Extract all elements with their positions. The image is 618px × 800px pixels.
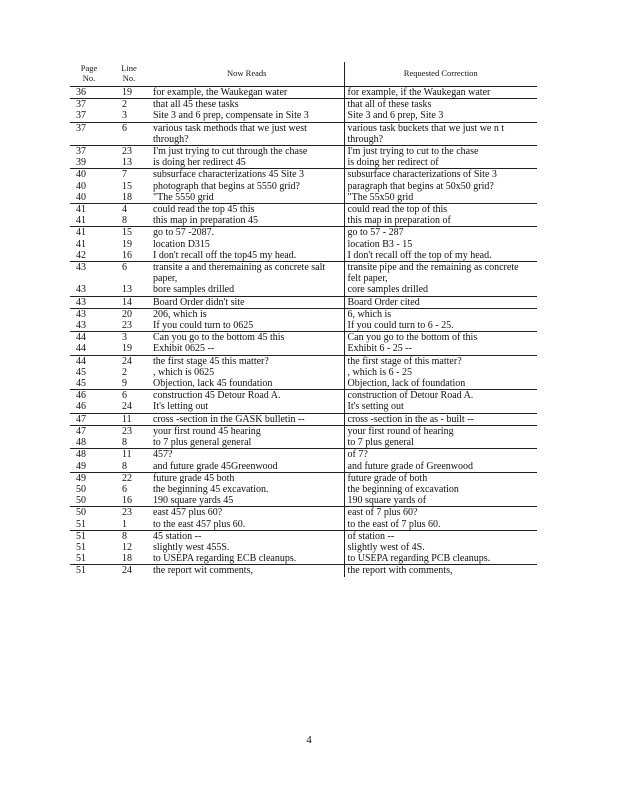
now-reads-cell: location D315 (150, 239, 344, 250)
page-number-cell: 45 (76, 366, 86, 378)
page-number-cell: 37 (70, 146, 108, 158)
line-number-cell: 2 (122, 366, 127, 378)
table-row (70, 227, 537, 239)
table-row (70, 461, 537, 473)
page-number-cell: 48 (76, 437, 86, 449)
header-now-reads: Now Reads (150, 62, 344, 87)
line-number-cell: 18 (122, 191, 132, 203)
errata-table (70, 62, 537, 577)
now-reads-cell: Board Order didn't site (150, 296, 344, 308)
now-reads-cell: to USEPA regarding ECB cleanups. (150, 553, 344, 565)
table-row (70, 367, 537, 378)
requested-correction-cell: core samples drilled (347, 284, 429, 296)
table-row (70, 378, 537, 390)
now-reads-cell: 190 square yards 45 (150, 495, 344, 507)
requested-correction-cell: location B3 - 15 (347, 238, 413, 250)
table-row (70, 239, 537, 250)
line-number-cell: 20 (108, 308, 150, 320)
requested-correction-cell: the first stage of this matter? (344, 355, 537, 367)
table-row (70, 472, 537, 484)
requested-correction-cell: the beginning of excavation (347, 483, 459, 495)
now-reads-cell: and future grade 45Greenwood (150, 461, 344, 473)
table-row (70, 355, 537, 367)
table-row (70, 204, 537, 216)
now-reads-cell: 206, which is (150, 308, 344, 320)
now-reads-cell: Site 3 and 6 prep, compensate in Site 3 (150, 110, 344, 122)
now-reads-cell: future grade 45 both (150, 472, 344, 484)
requested-correction-cell: Site 3 and 6 prep, Site 3 (347, 110, 444, 122)
now-reads-cell: this map in preparation 45 (150, 215, 344, 227)
now-reads-cell: It's letting out (150, 401, 344, 413)
table-row (70, 169, 537, 181)
table-row (70, 401, 537, 413)
table-row (70, 122, 537, 145)
now-reads-cell: slightly west 455S. (150, 542, 344, 553)
line-number-cell: 1 (122, 518, 127, 530)
table-row (70, 192, 537, 204)
line-number-cell: 6 (108, 122, 150, 145)
page-number-cell: 47 (70, 413, 108, 425)
requested-correction-cell: to the east of 7 plus 60. (347, 518, 441, 530)
line-number-cell: 15 (108, 227, 150, 239)
now-reads-cell: cross -section in the GASK bulletin -- (150, 413, 344, 425)
line-number-cell: 8 (122, 437, 127, 449)
now-reads-cell: subsurface characterizations 45 Site 3 (150, 169, 344, 181)
requested-correction-cell: Board Order cited (344, 296, 537, 308)
line-number-cell: 23 (108, 146, 150, 158)
table-row (70, 99, 537, 111)
table-row (70, 542, 537, 553)
table-row (70, 146, 537, 158)
header-line-no (108, 62, 150, 87)
page-number-cell: 41 (70, 227, 108, 239)
page-number-cell: 43 (70, 262, 108, 285)
now-reads-cell: construction 45 Detour Road A. (150, 390, 344, 402)
line-number-cell: 13 (122, 157, 132, 169)
table-row (70, 262, 537, 285)
requested-correction-cell: various task buckets that we just we n t through? (344, 122, 537, 145)
line-number-cell: 24 (122, 401, 132, 413)
now-reads-cell: 45 station -- (150, 530, 344, 542)
line-number-cell: 18 (122, 553, 132, 565)
line-number-cell: 11 (108, 449, 150, 461)
line-number-cell: 4 (108, 204, 150, 216)
header-requested-correction: Requested Correction (344, 62, 537, 87)
requested-correction-cell: It's setting out (347, 401, 404, 413)
page-number-cell: 50 (76, 483, 86, 495)
now-reads-cell: east 457 plus 60? (150, 507, 344, 519)
now-reads-cell: to 7 plus general general (150, 437, 344, 449)
line-number-cell: 9 (122, 378, 127, 390)
now-reads-cell: is doing her redirect 45 (150, 157, 344, 169)
requested-correction-cell: I don't recall off the top of my head. (347, 249, 492, 261)
now-reads-cell: the report wit comments, (150, 565, 344, 577)
now-reads-cell: I'm just trying to cut through the chase (150, 146, 344, 158)
page-number-cell: 37 (70, 99, 108, 111)
table-row (70, 425, 537, 437)
line-number-cell: 8 (122, 215, 127, 227)
now-reads-cell: transite a and theremaining as concrete salt paper, (150, 262, 344, 285)
errata-table-body (70, 87, 537, 577)
page-number-cell: 44 (76, 343, 86, 355)
requested-correction-cell: of station -- (344, 530, 537, 542)
line-number-cell: 14 (108, 296, 150, 308)
page-number-cell: 46 (76, 401, 86, 413)
requested-correction-cell: transite pipe and the remaining as concrete felt paper, (344, 262, 537, 285)
page-number-cell: 40 (76, 191, 86, 203)
requested-correction-cell: for example, if the Waukegan water (344, 87, 537, 99)
now-reads-cell: Exhibit 0625 -- (150, 343, 344, 355)
now-reads-cell: the first stage 45 this matter? (150, 355, 344, 367)
requested-correction-cell: Objection, lack of foundation (347, 378, 466, 390)
table-row (70, 530, 537, 542)
table-row (70, 308, 537, 320)
now-reads-cell: the beginning 45 excavation. (150, 484, 344, 495)
header-line-label: Line No. (121, 63, 137, 83)
table-row (70, 507, 537, 519)
line-number-cell: 19 (122, 238, 132, 250)
line-number-cell: 6 (122, 483, 127, 495)
now-reads-cell: I don't recall off the top45 my head. (150, 250, 344, 262)
table-row (70, 495, 537, 507)
now-reads-cell: bore samples drilled (150, 284, 344, 296)
page-number-cell: 48 (70, 449, 108, 461)
page-number-cell: 43 (76, 284, 86, 296)
requested-correction-cell: your first round of hearing (344, 425, 537, 437)
line-number-cell: 23 (108, 507, 150, 519)
errata-document (70, 62, 537, 577)
table-header-row (70, 62, 537, 87)
now-reads-cell: that all 45 these tasks (150, 99, 344, 111)
page-number-cell: 49 (70, 472, 108, 484)
requested-correction-cell: Exhibit 6 - 25 -- (347, 343, 412, 355)
requested-correction-cell: that all of these tasks (344, 99, 537, 111)
requested-correction-cell: If you could turn to 6 - 25. (347, 320, 454, 332)
requested-correction-cell: slightly west of 4S. (347, 541, 425, 553)
page-number-cell: 41 (76, 238, 86, 250)
page-number-cell: 51 (70, 565, 108, 577)
requested-correction-cell: I'm just trying to cut to the chase (344, 146, 537, 158)
now-reads-cell: Can you go to the bottom 45 this (150, 332, 344, 344)
line-number-cell: 8 (108, 530, 150, 542)
header-page-no (70, 62, 108, 87)
page-number-cell: 44 (70, 332, 108, 344)
header-page-label: Page No. (80, 63, 98, 83)
line-number-cell: 12 (122, 541, 132, 553)
page-number-cell: 40 (70, 169, 108, 181)
requested-correction-cell: cross -section in the as - built -- (344, 413, 537, 425)
table-row (70, 390, 537, 402)
now-reads-cell: 457? (150, 449, 344, 461)
table-row (70, 250, 537, 262)
page-number-cell: 43 (76, 320, 86, 332)
page-number-cell: 51 (76, 541, 86, 553)
table-row (70, 553, 537, 565)
page-number-cell: 47 (70, 425, 108, 437)
table-row (70, 413, 537, 425)
page-number-cell: 44 (70, 355, 108, 367)
requested-correction-cell: is doing her redirect of (347, 157, 439, 169)
requested-correction-cell: of 7? (344, 449, 537, 461)
now-reads-cell: photograph that begins at 5550 grid? (150, 181, 344, 192)
requested-correction-cell: 6, which is (344, 308, 537, 320)
requested-correction-cell: construction of Detour Road A. (344, 390, 537, 402)
table-row (70, 296, 537, 308)
page-number-cell: 49 (76, 460, 86, 472)
requested-correction-cell: , which is 6 - 25 (347, 366, 412, 378)
line-number-cell: 19 (108, 87, 150, 99)
now-reads-cell: could read the top 45 this (150, 204, 344, 216)
requested-correction-cell: and future grade of Greenwood (347, 460, 474, 472)
line-number-cell: 6 (108, 390, 150, 402)
table-row (70, 215, 537, 227)
page-number-cell: 37 (76, 110, 86, 122)
table-row (70, 565, 537, 577)
line-number-cell: 2 (108, 99, 150, 111)
requested-correction-cell: this map in preparation of (347, 215, 451, 227)
page-number-cell: 50 (70, 507, 108, 519)
line-number-cell: 16 (122, 495, 132, 507)
page-number-cell: 46 (70, 390, 108, 402)
page-number-cell: 42 (76, 249, 86, 261)
table-row (70, 87, 537, 99)
line-number-cell: 19 (122, 343, 132, 355)
page-number-cell: 36 (70, 87, 108, 99)
requested-correction-cell: go to 57 - 287 (344, 227, 537, 239)
now-reads-cell: "The 5550 grid (150, 192, 344, 204)
page-number: 4 (306, 734, 312, 746)
page-number-cell: 37 (70, 122, 108, 145)
now-reads-cell: to the east 457 plus 60. (150, 519, 344, 531)
table-row (70, 284, 537, 296)
page-number-cell: 43 (70, 296, 108, 308)
line-number-cell: 8 (122, 460, 127, 472)
page-number-cell: 43 (70, 308, 108, 320)
page-number-cell: 51 (76, 518, 86, 530)
line-number-cell: 13 (122, 284, 132, 296)
now-reads-cell: go to 57 -2087. (150, 227, 344, 239)
line-number-cell: 3 (108, 332, 150, 344)
requested-correction-cell: future grade of both (344, 472, 537, 484)
now-reads-cell: , which is 0625 (150, 367, 344, 378)
page-number-cell: 51 (70, 530, 108, 542)
now-reads-cell: for example, the Waukegan water (150, 87, 344, 99)
page-number-cell: 40 (76, 180, 86, 192)
table-row (70, 157, 537, 169)
now-reads-cell: Objection, lack 45 foundation (150, 378, 344, 390)
table-row (70, 484, 537, 495)
table-row (70, 449, 537, 461)
line-number-cell: 23 (108, 425, 150, 437)
table-row (70, 110, 537, 122)
requested-correction-cell: to 7 plus general (347, 437, 414, 449)
line-number-cell: 6 (108, 262, 150, 285)
line-number-cell: 7 (108, 169, 150, 181)
table-row (70, 437, 537, 449)
requested-correction-cell: the report with comments, (344, 565, 537, 577)
page-number-cell: 45 (76, 378, 86, 390)
page-number-cell: 41 (76, 215, 86, 227)
line-number-cell: 11 (108, 413, 150, 425)
page-number-cell: 41 (70, 204, 108, 216)
requested-correction-cell: paragraph that begins at 50x50 grid? (347, 180, 494, 192)
line-number-cell: 24 (108, 565, 150, 577)
requested-correction-cell: Can you go to the bottom of this (344, 332, 537, 344)
page-number-cell: 50 (76, 495, 86, 507)
line-number-cell: 22 (108, 472, 150, 484)
table-row (70, 181, 537, 192)
now-reads-cell: various task methods that we just west through? (150, 122, 344, 145)
now-reads-cell: your first round 45 hearing (150, 425, 344, 437)
page-number-cell: 39 (76, 157, 86, 169)
table-row (70, 519, 537, 531)
requested-correction-cell: subsurface characterizations of Site 3 (344, 169, 537, 181)
table-row (70, 320, 537, 332)
requested-correction-cell: to USEPA regarding PCB cleanups. (347, 553, 491, 565)
requested-correction-cell: east of 7 plus 60? (344, 507, 537, 519)
line-number-cell: 3 (122, 110, 127, 122)
requested-correction-cell: "The 55x50 grid (347, 191, 414, 203)
line-number-cell: 23 (122, 320, 132, 332)
requested-correction-cell: could read the top of this (344, 204, 537, 216)
line-number-cell: 16 (122, 249, 132, 261)
table-row (70, 332, 537, 344)
table-row (70, 343, 537, 355)
line-number-cell: 15 (122, 180, 132, 192)
now-reads-cell: If you could turn to 0625 (150, 320, 344, 332)
page-number-cell: 51 (76, 553, 86, 565)
requested-correction-cell: 190 square yards of (347, 495, 427, 507)
line-number-cell: 24 (108, 355, 150, 367)
